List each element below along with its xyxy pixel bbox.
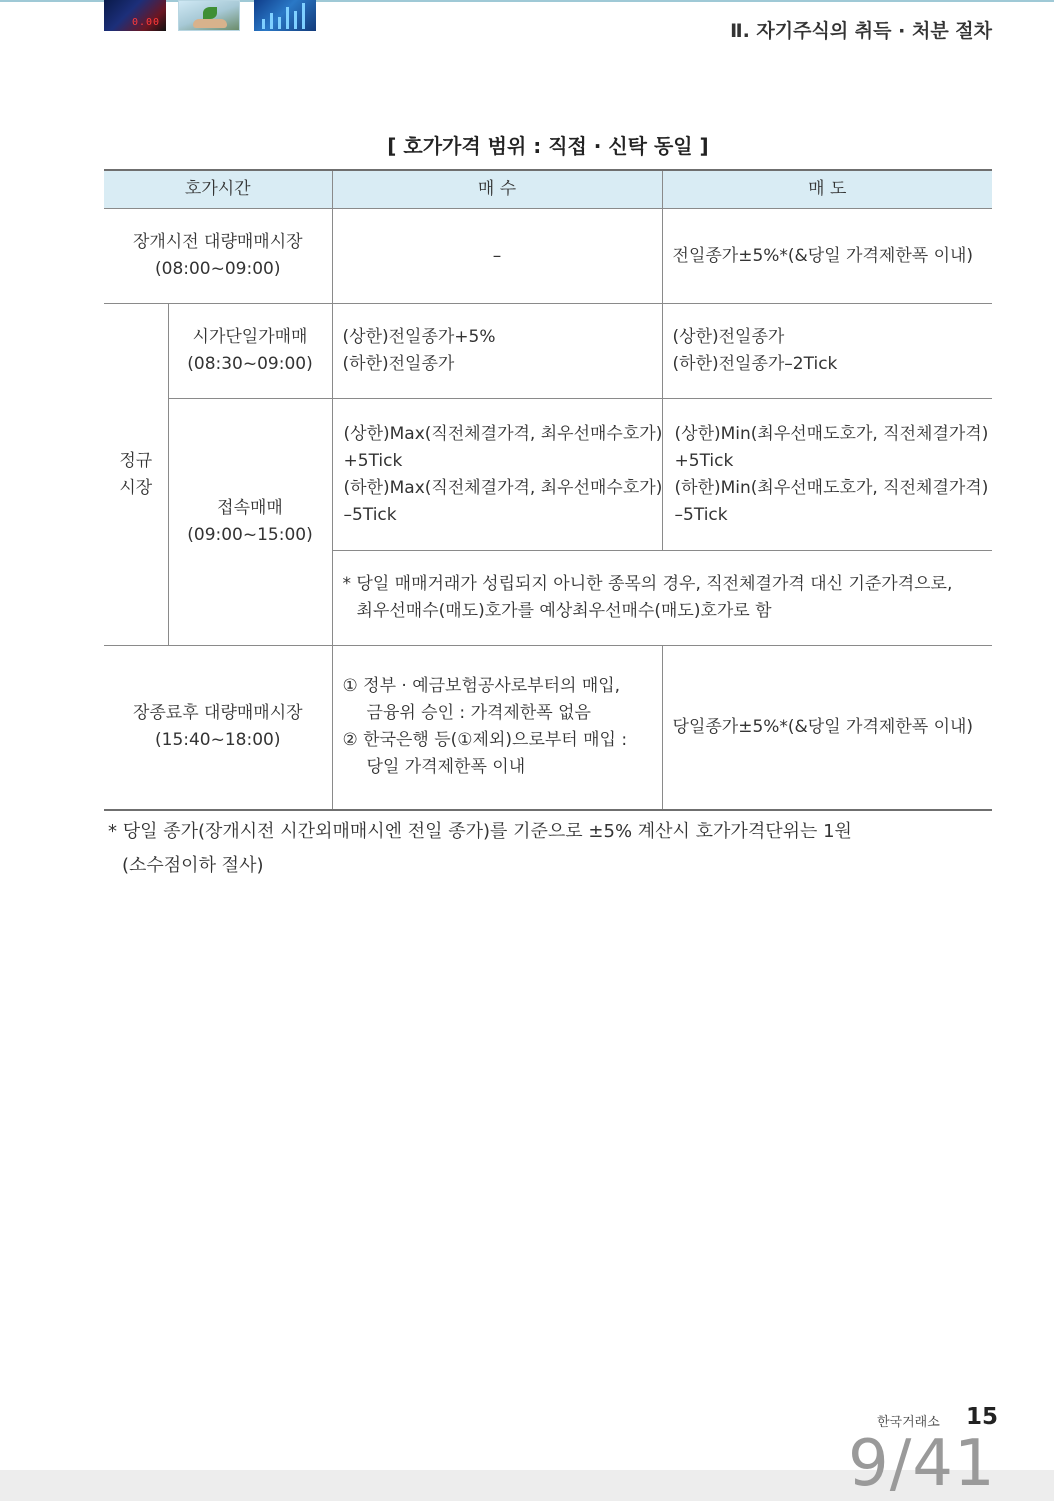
footnote-line1: * 당일 종가(장개시전 시간외매매시엔 전일 종가)를 기준으로 ±5% 계산시 호가가격단위는 1원	[108, 821, 852, 842]
stock-chart-thumbnail	[254, 0, 316, 31]
header-buy: 매 수	[332, 170, 662, 209]
post-market-buy: ① 정부 · 예금보험공사로부터의 매입, 금융위 승인 : 가격제한폭 없음 ② 한국은행 등(①제외)으로부터 매입 : 당일 가격제한폭 이내	[332, 646, 662, 810]
pre-market-name: 장개시전 대량매매시장	[132, 232, 303, 252]
single-price-sell: (상한)전일종가 (하한)전일종가–2Tick	[662, 304, 992, 399]
table-header-row	[104, 170, 992, 209]
post-market-sell: 당일종가±5%*(&당일 가격제한폭 이내)	[662, 646, 992, 810]
hand-icon	[193, 19, 227, 28]
table-title: [ 호가가격 범위 : 직접 · 신탁 동일 ]	[387, 134, 709, 158]
table-row-continuous	[104, 399, 992, 551]
header-sell: 매 도	[662, 170, 992, 209]
chapter-title: Ⅱ. 자기주식의 취득 · 처분 절차	[730, 20, 992, 42]
post-market-name: 장종료후 대량매매시장	[132, 703, 303, 724]
continuous-hours: (09:00~15:00)	[187, 525, 313, 545]
ticker-digits: 0.00	[132, 17, 161, 28]
single-price-buy: (상한)전일종가+5% (하한)전일종가	[332, 304, 662, 399]
leaf-icon	[203, 7, 217, 19]
continuous-name: 접속매매	[217, 498, 283, 518]
footnote-line2: (소수점이하 절사)	[122, 855, 264, 876]
continuous-buy: (상한)Max(직전체결가격, 최우선매수호가) +5Tick (하한)Max(직전체결가격, 최우선매수호가) –5Tick	[332, 399, 662, 551]
continuous-session	[168, 399, 332, 646]
single-price-hours: (08:30~09:00)	[187, 354, 313, 374]
pre-market-session	[104, 209, 332, 304]
single-price-name: 시가단일가매매	[192, 327, 308, 347]
pre-market-sell: 전일종가±5%*(&당일 가격제한폭 이내)	[662, 209, 992, 304]
continuous-sell: (상한)Min(최우선매도호가, 직전체결가격) +5Tick (하한)Min(최우선매도호가, 직전체결가격) –5Tick	[662, 399, 992, 551]
table-footnote	[108, 815, 852, 883]
post-market-session	[104, 646, 332, 810]
post-market-hours: (15:40~18:00)	[155, 730, 281, 751]
single-price-session	[168, 304, 332, 399]
page-number: 15	[966, 1404, 999, 1430]
regular-label-line2: 시장	[119, 477, 153, 498]
viewer-page-counter: 9/41	[848, 1427, 996, 1501]
order-price-range-table	[104, 169, 992, 811]
regular-label-line1: 정규	[119, 450, 153, 471]
header-time: 호가시간	[104, 170, 332, 209]
regular-market-label	[104, 304, 168, 646]
pre-market-hours: (08:00~09:00)	[155, 259, 281, 279]
footer-organization: 한국거래소	[877, 1415, 940, 1430]
table-row-single-price	[104, 304, 992, 399]
table-row-post-market	[104, 646, 992, 810]
plant-in-hand-thumbnail	[178, 0, 240, 31]
stock-ticker-thumbnail	[104, 0, 166, 31]
table-row-pre-market	[104, 209, 992, 304]
continuous-note: * 당일 매매거래가 성립되지 아니한 종목의 경우, 직전체결가격 대신 기준가격으로, 최우선매수(매도)호가를 예상최우선매수(매도)호가로 함	[332, 551, 992, 646]
pre-market-buy: –	[332, 209, 662, 304]
